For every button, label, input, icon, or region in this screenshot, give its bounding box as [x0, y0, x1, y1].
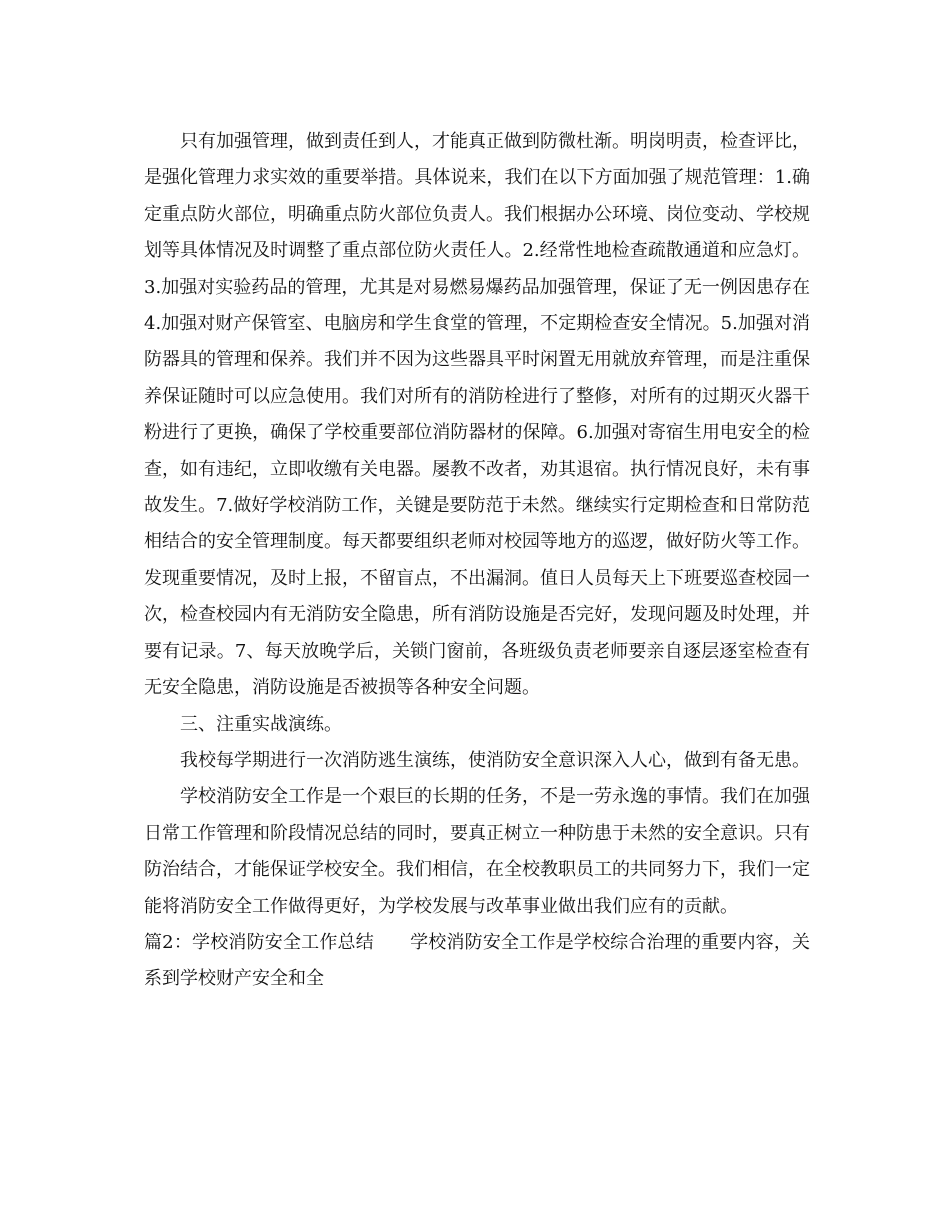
document-body: [144, 124, 810, 998]
section-heading-drill: 三、注重实战演练。: [180, 713, 342, 735]
paragraph-drill: 我校每学期进行一次消防逃生演练，使消防安全意识深入人心，做到有备无患。: [180, 749, 810, 771]
article-heading: 篇2：学校消防安全工作总结: [144, 931, 374, 953]
article-intro: 学校消防安全工作是学校综合治理的重要内容，关系到学校财产安全和全: [144, 931, 811, 990]
article-two-start: [144, 925, 810, 998]
paragraph-management: 只有加强管理，做到责任到人，才能真正做到防微杜渐。明岗明责，检查评比，是强化管理力求实效的重要举措。具体说来，我们在以下方面加强了规范管理：1.确定重点防火部位，明确重点防火部位负责人。我们根据办公环境、岗位变动、学校规划等具体情况及时调整了重点部位防火责任人。2.经常性地检查疏散通道和应急灯。3.加强对实验药品的管理，尤其是对易燃易爆药品加强管理，保证了无一例因患存在4.加强对财产保管室、电脑房和学生食堂的管理，不定期检查安全情况。5.加强对消防器具的管理和保养。我们并不因为这些器具平时闲置无用就放弃管理，而是注重保养保证随时可以应急使用。我们对所有的消防栓进行了整修，对所有的过期灭火器干粉进行了更换，确保了学校重要部位消防器材的保障。6.加强对寄宿生用电安全的检查，如有违纪，立即收缴有关电器。屡教不改者，劝其退宿。执行情况良好，未有事故发生。7.做好学校消防工作，关键是要防范于未然。继续实行定期检查和日常防范相结合的安全管理制度。每天都要组织老师对校园等地方的巡逻，做好防火等工作。发现重要情况，及时上报，不留盲点，不出漏洞。值日人员每天上下班要巡查校园一次，检查校园内有无消防安全隐患，所有消防设施是否完好，发现问题及时处理，并要有记录。7、每天放晚学后，关锁门窗前，各班级负责老师要亲自逐层逐室检查有无安全隐患，消防设施是否被损等各种安全问题。: [144, 131, 810, 699]
paragraph-conclusion: 学校消防安全工作是一个艰巨的长期的任务，不是一劳永逸的事情。我们在加强日常工作管理和阶段情况总结的同时，要真正树立一种防患于未然的安全意识。只有防治结合，才能保证学校安全。我们相信，在全校教职员工的共同努力下，我们一定能将消防安全工作做得更好，为学校发展与改革事业做出我们应有的贡献。: [144, 786, 810, 917]
